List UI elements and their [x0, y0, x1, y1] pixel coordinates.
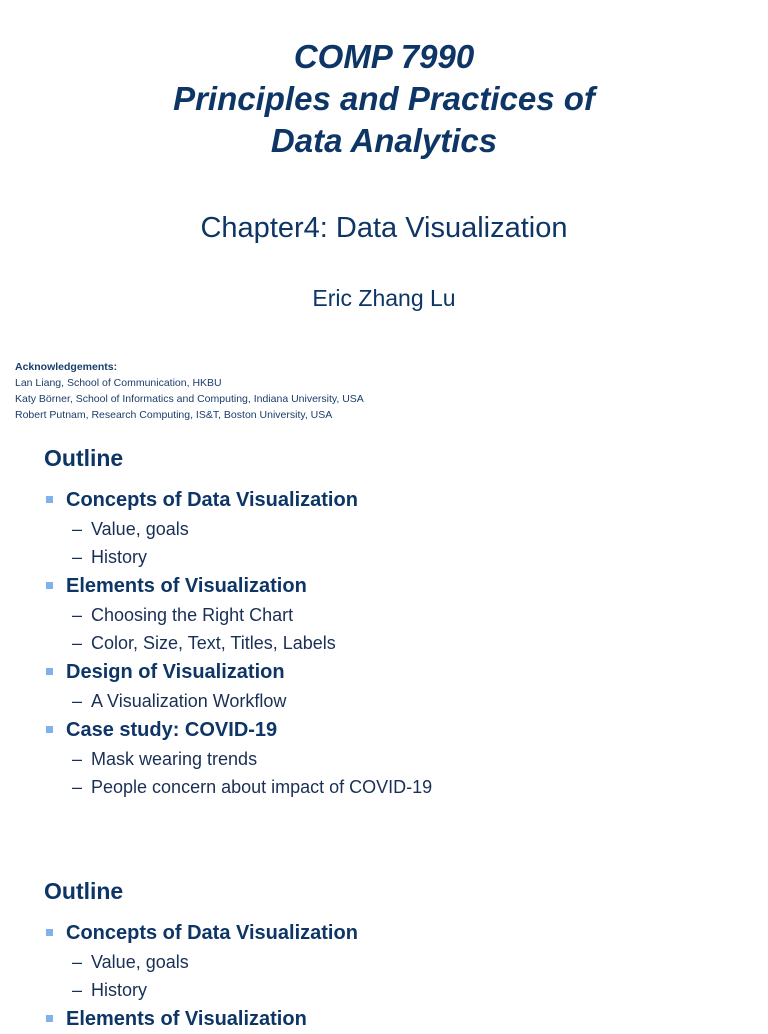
outline-section	[44, 715, 744, 745]
outline-slide-2	[44, 876, 744, 1034]
outline-section	[44, 485, 744, 515]
section-heading: Concepts of Data Visualization	[66, 489, 358, 511]
dash-icon: –	[72, 633, 83, 653]
course-title-line1: Principles and Practices of	[173, 80, 595, 117]
outline-title: Outline	[44, 878, 124, 904]
acknowledgement-line: Katy Börner, School of Informatics and Computing, Indiana University, USA	[15, 393, 364, 405]
outline-subitem: – A Visualization Workflow	[44, 687, 744, 715]
outline-subitem: – Mask wearing trends	[44, 745, 744, 773]
section-heading: Case study: COVID-19	[66, 719, 278, 741]
outline-subitem: – History	[44, 976, 744, 1004]
section-heading: Design of Visualization	[66, 661, 285, 683]
dash-icon: –	[72, 519, 83, 539]
dash-icon: –	[72, 749, 83, 769]
dash-icon: –	[72, 691, 83, 711]
title-block	[0, 36, 768, 162]
outline-subitem: – Value, goals	[44, 515, 744, 543]
dash-icon: –	[72, 980, 83, 1000]
acknowledgement-line: Robert Putnam, Research Computing, IS&T, Boston University, USA	[15, 409, 333, 421]
outline-subitem: – Color, Size, Text, Titles, Labels	[44, 629, 744, 657]
section-heading: Elements of Visualization	[66, 575, 307, 597]
square-bullet-icon	[46, 929, 53, 936]
course-title-line2: Data Analytics	[270, 122, 498, 159]
dash-icon: –	[72, 777, 83, 797]
square-bullet-icon	[46, 726, 53, 733]
section-heading: Concepts of Data Visualization	[66, 922, 358, 944]
dash-icon: –	[72, 952, 83, 972]
square-bullet-icon	[46, 582, 53, 589]
acknowledgement-line: Lan Liang, School of Communication, HKBU	[15, 377, 222, 389]
acknowledgements-heading: Acknowledgements:	[15, 361, 118, 373]
outline-subitem: – History	[44, 543, 744, 571]
dash-icon: –	[72, 605, 83, 625]
outline-subitem: – Value, goals	[44, 948, 744, 976]
square-bullet-icon	[46, 668, 53, 675]
course-code: COMP 7990	[293, 38, 475, 75]
outline-title: Outline	[44, 445, 124, 471]
acknowledgements	[15, 359, 364, 423]
outline-section	[44, 657, 744, 687]
outline-section	[44, 1004, 744, 1034]
dash-icon: –	[72, 547, 83, 567]
outline-slide-1	[44, 443, 744, 801]
square-bullet-icon	[46, 496, 53, 503]
author-name: Eric Zhang Lu	[312, 285, 456, 311]
outline-subitem: – People concern about impact of COVID-19	[44, 773, 744, 801]
outline-subitem: – Choosing the Right Chart	[44, 601, 744, 629]
section-heading: Elements of Visualization	[66, 1008, 307, 1030]
square-bullet-icon	[46, 1015, 53, 1022]
chapter-title: Chapter4: Data Visualization	[200, 212, 568, 244]
outline-section	[44, 918, 744, 948]
outline-section	[44, 571, 744, 601]
